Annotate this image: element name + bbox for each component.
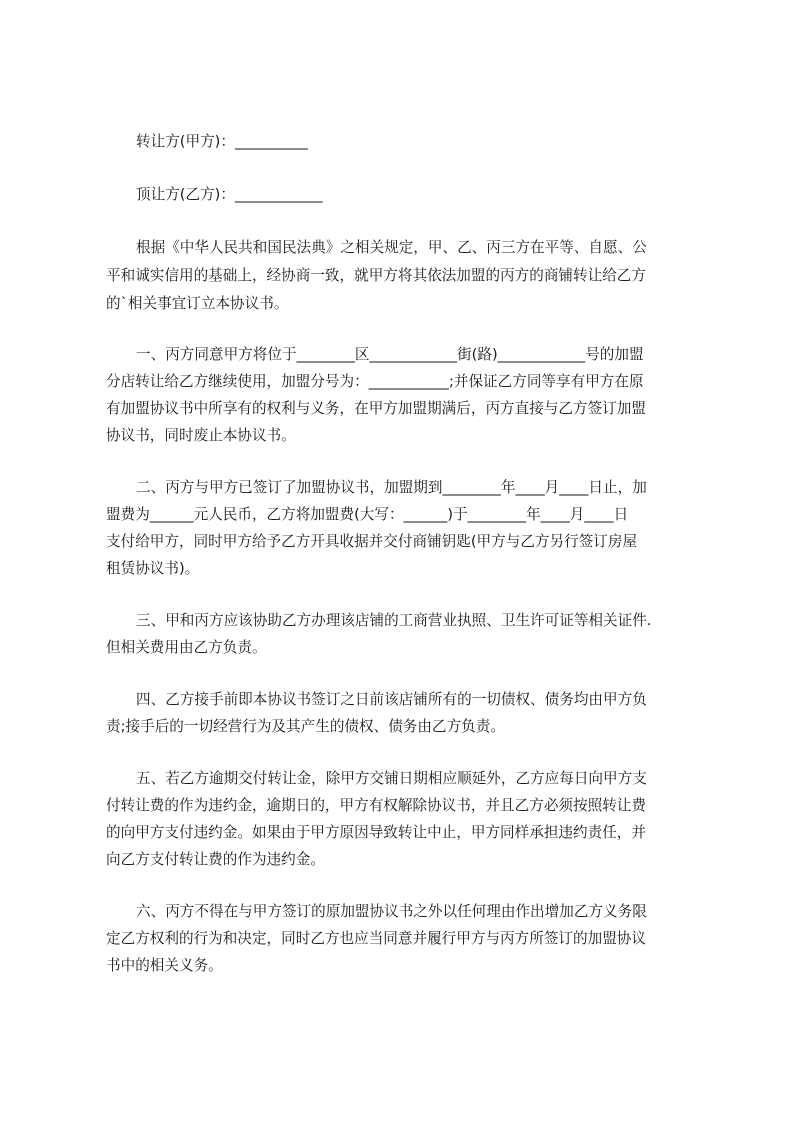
clause-6-line: 六、丙方不得在与甲方签订的原加盟协议书之外以任何理由作出增加乙方义务限 [136, 903, 647, 920]
clause-5-line: 向乙方支付转让费的作为违约金。 [106, 851, 325, 868]
preamble-line: 的`相关事宜订立本协议书。 [106, 295, 289, 312]
clause-1-line: 有加盟协议书中所享有的权利与义务，在甲方加盟期满后，丙方直接与乙方签订加盟 [106, 400, 646, 417]
clause-1-line: 一、丙方同意甲方将位于________区____________街(路)____________号的加盟 [136, 346, 644, 363]
clause-5-line: 的向甲方支付违约金。如果由于甲方原因导致转让中止，甲方同样承担违约责任，并 [106, 824, 646, 841]
clause-3-line: 三、甲和丙方应该协助乙方办理该店铺的工商营业执照、卫生许可证等相关证件. [136, 612, 652, 629]
clause-1-line: 分店转让给乙方继续使用，加盟分号为：___________;并保证乙方同等享有甲方在原 [106, 373, 644, 390]
party-transferor-line: 转让方(甲方)：__________ [136, 133, 308, 150]
clause-6-line: 定乙方权利的行为和决定，同时乙方也应当同意并履行甲方与丙方所签订的加盟协议 [106, 930, 646, 947]
clause-5-line: 付转让费的作为违约金，逾期日的，甲方有权解除协议书，并且乙方必须按照转让费 [106, 797, 646, 814]
clause-3-line: 但相关费用由乙方负责。 [106, 639, 267, 656]
clause-5-line: 五、若乙方逾期交付转让金，除甲方交铺日期相应顺延外，乙方应每日向甲方支 [136, 770, 647, 787]
clause-2-line: 二、丙方与甲方已签订了加盟协议书，加盟期到________年____月____日止，加 [136, 479, 647, 496]
preamble-line: 平和诚实信用的基础上，经协商一致，就甲方将其依法加盟的丙方的商铺转让给乙方 [106, 267, 646, 284]
clause-4-line: 四、乙方接手前即本协议书签订之日前该店铺所有的一切债权、债务均由甲方负 [136, 691, 647, 708]
clause-2-line: 租赁协议书)。 [106, 560, 200, 577]
clause-2-line: 盟费为______元人民币，乙方将加盟费(大写：______)于________年____月____日 [106, 506, 629, 523]
preamble-line: 根据《中华人民共和国民法典》之相关规定，甲、乙、丙三方在平等、自愿、公 [136, 239, 647, 256]
clause-6-line: 书中的相关义务。 [106, 957, 223, 974]
clause-1-line: 协议书，同时废止本协议书。 [106, 427, 296, 444]
party-transferee-line: 顶让方(乙方)：____________ [136, 186, 323, 203]
clause-2-line: 支付给甲方，同时甲方给予乙方开具收据并交付商铺钥匙(甲方与乙方另行签订房屋 [106, 533, 638, 550]
clause-4-line: 责;接手后的一切经营行为及其产生的债权、债务由乙方负责。 [106, 718, 505, 735]
